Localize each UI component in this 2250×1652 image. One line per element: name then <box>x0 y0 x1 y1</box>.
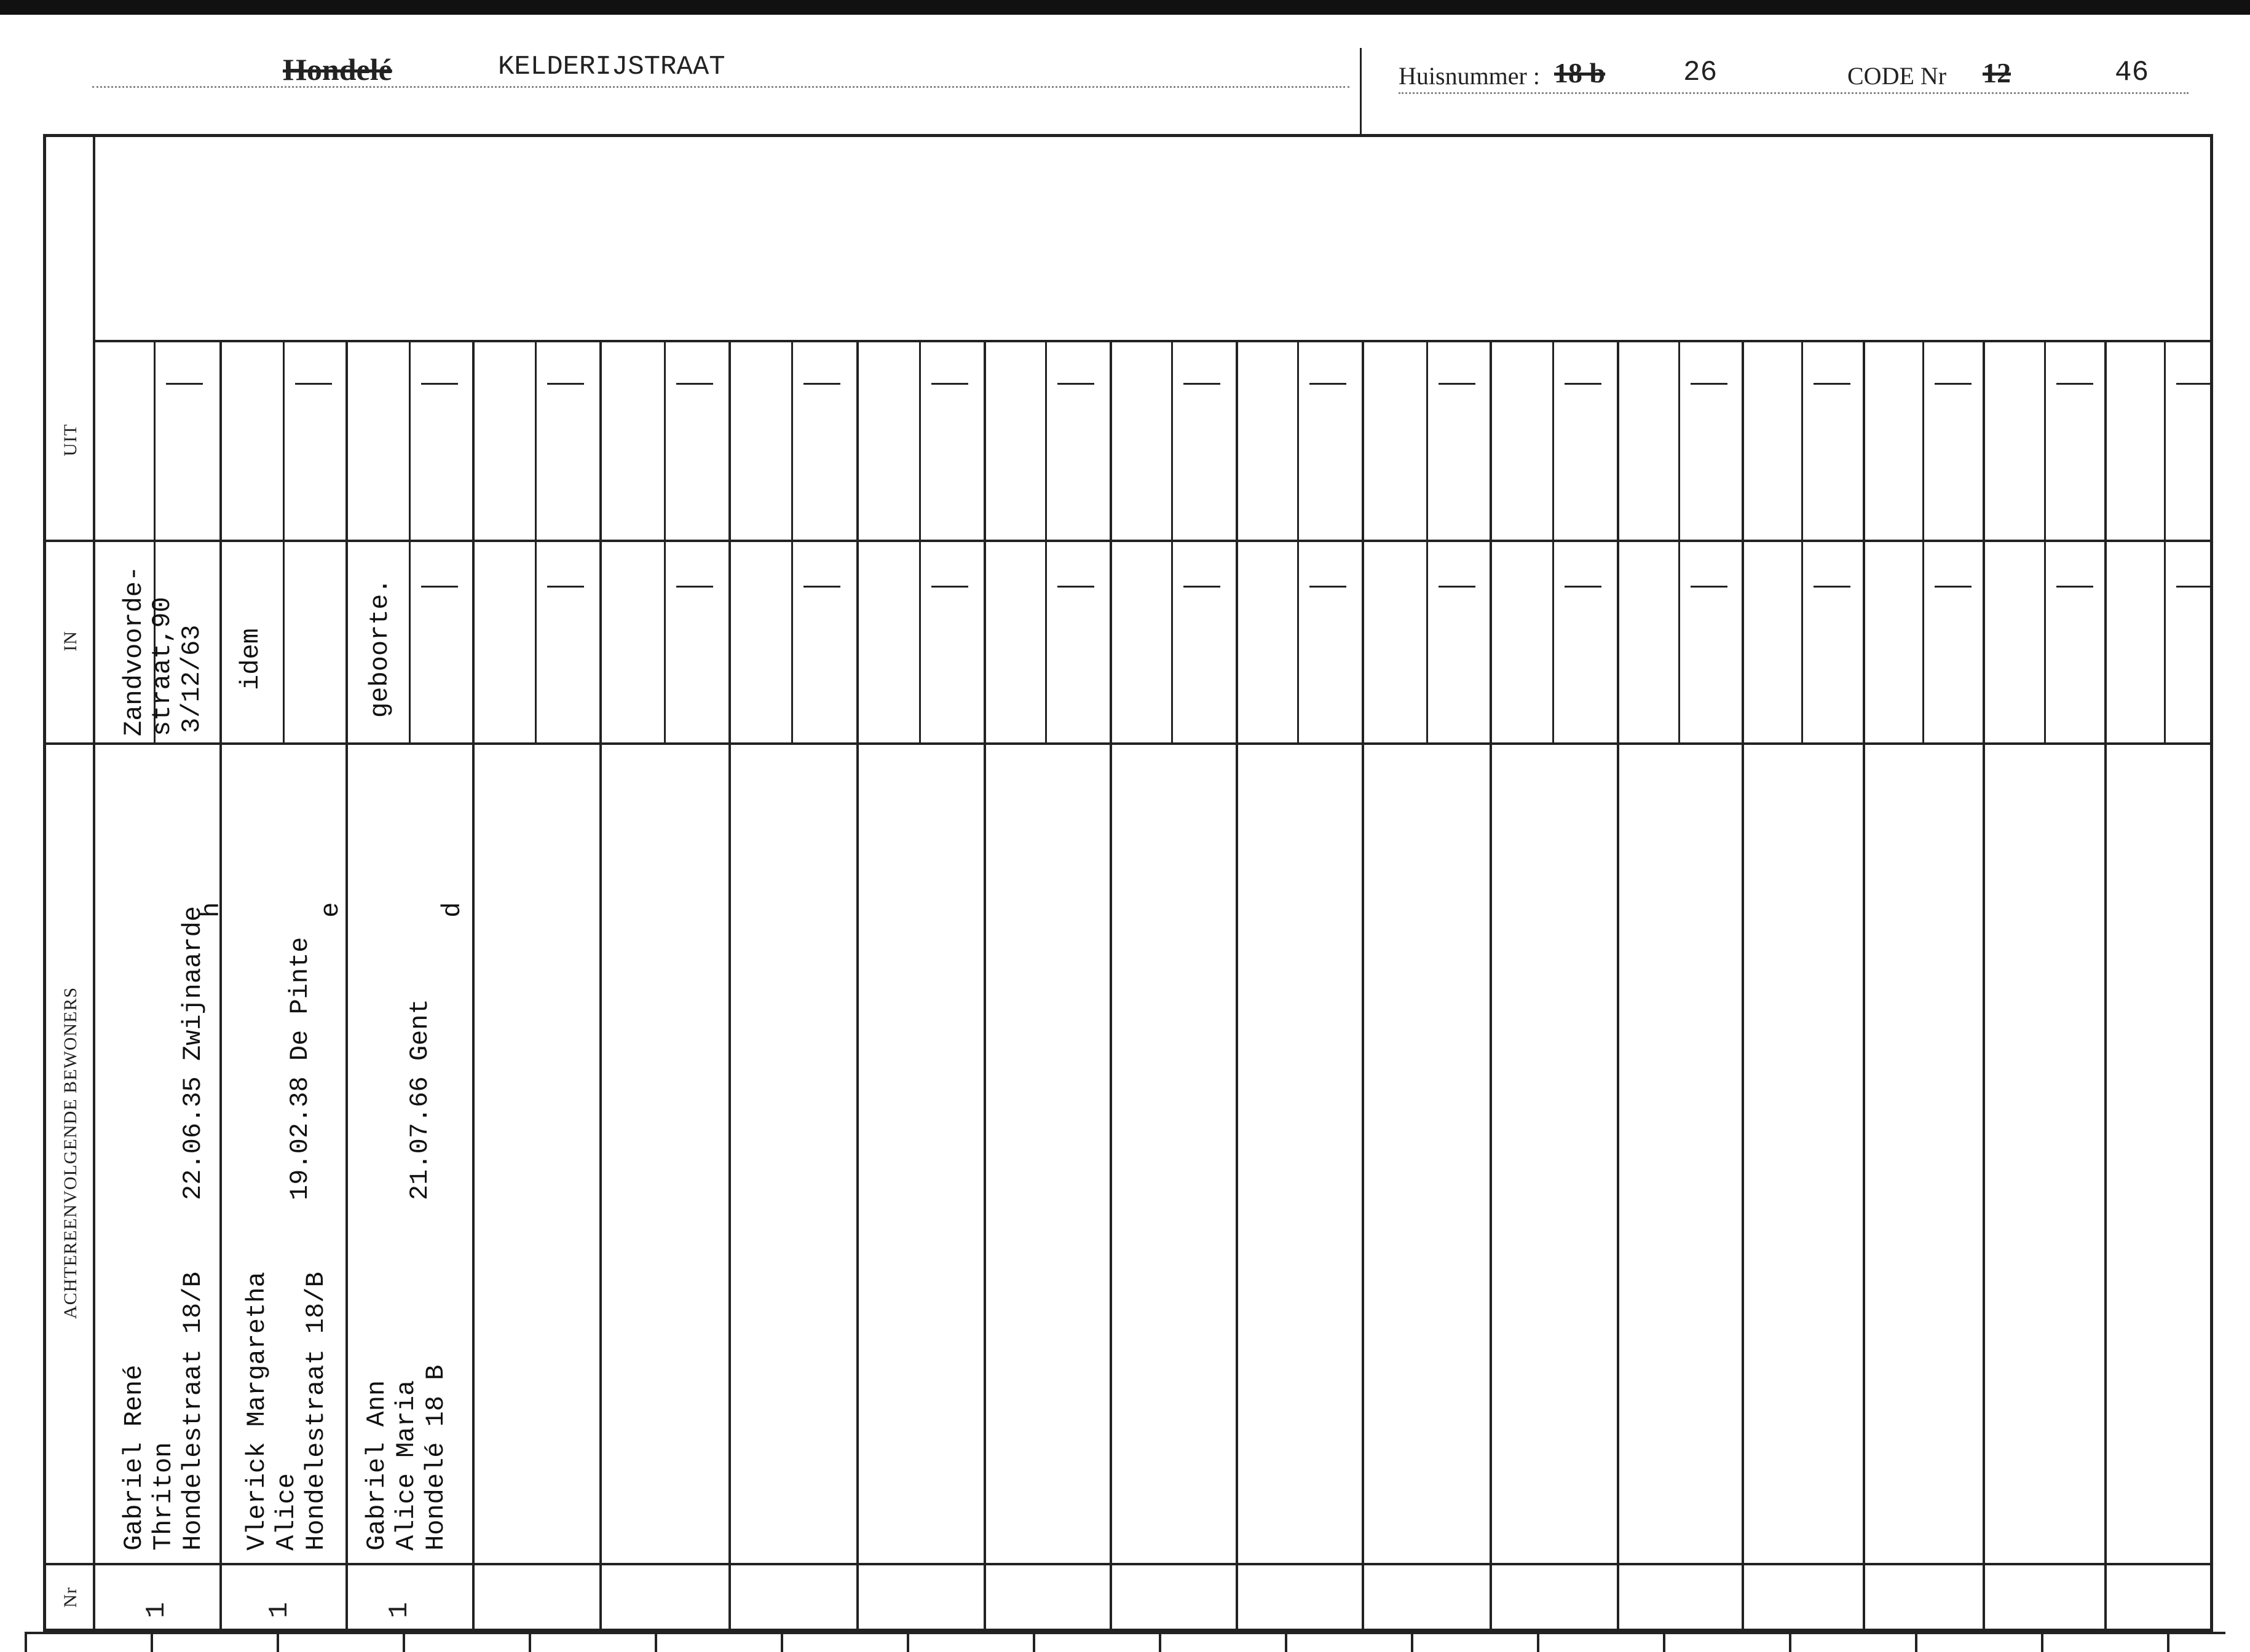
column-divider-8 <box>1110 340 1112 1632</box>
resident-1-in-date: 3/12/63 <box>177 624 207 733</box>
column-divider-11 <box>1490 340 1492 1632</box>
bottom-tick <box>403 1632 405 1652</box>
resident-1-birth: 22.06.35 Zwijnaarde <box>178 906 208 1200</box>
sub-divider-9 <box>1171 340 1173 742</box>
column-divider-12 <box>1617 340 1619 1632</box>
bottom-tick <box>1789 1632 1791 1652</box>
sub-divider-16 <box>2044 340 2046 742</box>
empty-dash-in <box>1691 586 1727 588</box>
empty-dash-in <box>547 586 584 588</box>
sub-divider-15 <box>1922 340 1924 742</box>
sub-divider-2 <box>283 340 285 742</box>
bottom-tick <box>2167 1632 2169 1652</box>
bottom-tick <box>1537 1632 1539 1652</box>
resident-1-name: Gabriel René <box>119 1364 149 1551</box>
empty-dash-in <box>1183 586 1220 588</box>
empty-dash-in <box>803 586 840 588</box>
resident-3-nr: 1 <box>384 1602 415 1618</box>
empty-dash-in <box>421 586 458 588</box>
resident-1-in-place: Zandvoorde- <box>119 565 149 736</box>
column-divider-15 <box>1983 340 1985 1632</box>
code-number-old: 12 <box>1983 57 2011 88</box>
bottom-tick <box>151 1632 153 1652</box>
empty-dash-uit <box>547 383 584 385</box>
in-label: IN <box>60 631 81 651</box>
sub-divider-11 <box>1426 340 1428 742</box>
bottom-tick <box>277 1632 279 1652</box>
column-divider-6 <box>856 340 859 1632</box>
empty-dash-in <box>1309 586 1346 588</box>
column-divider-4 <box>599 340 602 1632</box>
row-divider-in <box>46 742 2210 745</box>
resident-1-address: Hondelestraat 18/B <box>178 1272 208 1551</box>
empty-dash-in <box>676 586 713 588</box>
bottom-tick <box>1915 1632 1917 1652</box>
empty-dash-uit <box>166 383 203 385</box>
column-divider-1 <box>219 340 222 1632</box>
sub-divider-5 <box>664 340 666 742</box>
resident-1-nr: 1 <box>141 1602 172 1618</box>
column-divider-14 <box>1863 340 1865 1632</box>
empty-dash-in <box>1814 586 1850 588</box>
empty-dash-uit <box>2056 383 2093 385</box>
resident-3-first-names: Alice Maria <box>392 1380 421 1551</box>
header-divider <box>1360 48 1362 134</box>
bottom-tick <box>2041 1632 2043 1652</box>
resident-3-address: Hondelé 18 B <box>421 1364 451 1551</box>
sub-divider-12 <box>1552 340 1554 742</box>
sub-divider-14 <box>1801 340 1803 742</box>
resident-2-address: Hondelestraat 18/B <box>301 1272 331 1551</box>
resident-3-mark: d <box>438 902 467 918</box>
empty-dash-uit <box>676 383 713 385</box>
row-divider-top <box>95 340 2210 342</box>
column-divider-10 <box>1362 340 1364 1632</box>
column-divider-9 <box>1236 340 1238 1632</box>
empty-dash-uit <box>1814 383 1850 385</box>
empty-dash-in <box>931 586 968 588</box>
house-number-old: 18 b <box>1554 57 1606 88</box>
resident-3-birth: 21.07.66 Gent <box>405 999 435 1200</box>
uit-label-cell <box>46 340 95 540</box>
empty-dash-in <box>2176 586 2213 588</box>
empty-dash-uit <box>1691 383 1727 385</box>
top-edge-bar <box>0 0 2250 15</box>
empty-dash-uit <box>1439 383 1475 385</box>
empty-dash-uit <box>295 383 332 385</box>
resident-2-nr: 1 <box>264 1602 295 1618</box>
empty-dash-uit <box>931 383 968 385</box>
nr-label: Nr <box>60 1587 81 1608</box>
bottom-tick <box>25 1632 27 1652</box>
empty-dash-uit <box>1183 383 1220 385</box>
resident-1-in-place-2: straat,90 <box>148 597 177 736</box>
bottom-rule <box>25 1632 2225 1634</box>
bottom-tick <box>781 1632 783 1652</box>
sub-divider-6 <box>791 340 793 742</box>
empty-dash-in <box>1565 586 1601 588</box>
bottom-tick <box>1285 1632 1287 1652</box>
empty-dash-in <box>1057 586 1094 588</box>
column-divider-2 <box>345 340 348 1632</box>
street-name-old: Hondelé <box>283 52 392 87</box>
sub-divider-13 <box>1678 340 1680 742</box>
column-divider-3 <box>472 340 475 1632</box>
bottom-tick <box>529 1632 531 1652</box>
empty-dash-uit <box>1565 383 1601 385</box>
bottom-tick <box>1411 1632 1413 1652</box>
empty-dash-uit <box>2176 383 2213 385</box>
resident-3-in-place: geboorte. <box>365 578 395 718</box>
empty-dash-uit <box>1935 383 1972 385</box>
resident-2-birth: 19.02.38 De Pinte <box>285 937 315 1200</box>
nr-label-cell <box>46 1563 95 1632</box>
resident-1-mark: h <box>197 902 226 918</box>
sub-divider-10 <box>1297 340 1299 742</box>
empty-dash-uit <box>803 383 840 385</box>
resident-3-name: Gabriel Ann <box>362 1380 392 1551</box>
empty-dash-in <box>1439 586 1475 588</box>
empty-dash-uit <box>421 383 458 385</box>
street-dotted-line <box>92 86 1349 88</box>
column-divider-16 <box>2104 340 2107 1632</box>
bottom-tick <box>1663 1632 1665 1652</box>
empty-dash-in <box>2056 586 2093 588</box>
residents-label-cell <box>46 742 95 1563</box>
resident-1-first-names: Thriton <box>149 1442 178 1551</box>
column-divider-5 <box>728 340 731 1632</box>
resident-2-first-names: Alice <box>272 1473 301 1551</box>
sub-divider-4 <box>535 340 537 742</box>
bottom-tick <box>1033 1632 1035 1652</box>
street-name: KELDERIJSTRAAT <box>498 52 725 82</box>
sub-divider-8 <box>1045 340 1047 742</box>
residents-label: ACHTEREENVOLGENDE BEWONERS <box>60 986 81 1319</box>
sub-divider-3 <box>409 340 411 742</box>
column-divider-13 <box>1742 340 1744 1632</box>
code-dotted-line <box>1399 92 2189 94</box>
row-divider-residents <box>46 1563 2210 1565</box>
residents-form <box>43 134 2213 1632</box>
bottom-tick <box>907 1632 909 1652</box>
sub-divider-17 <box>2164 340 2166 742</box>
uit-label: UIT <box>60 423 81 456</box>
in-label-cell <box>46 540 95 742</box>
sub-divider-7 <box>919 340 921 742</box>
resident-2-name: Vlerick Margaretha <box>242 1272 272 1551</box>
bottom-tick <box>1159 1632 1161 1652</box>
empty-dash-in <box>1935 586 1972 588</box>
empty-dash-uit <box>1309 383 1346 385</box>
empty-dash-uit <box>1057 383 1094 385</box>
resident-2-in-place: idem <box>236 628 266 690</box>
bottom-tick <box>655 1632 657 1652</box>
house-number-label: Huisnummer : <box>1399 62 1540 90</box>
column-divider-7 <box>984 340 986 1632</box>
resident-2-mark: e <box>316 902 345 918</box>
code-number: 46 <box>2115 57 2149 88</box>
house-number: 26 <box>1683 57 1718 88</box>
row-divider-uit <box>46 540 2210 542</box>
code-label: CODE Nr <box>1847 62 1947 90</box>
